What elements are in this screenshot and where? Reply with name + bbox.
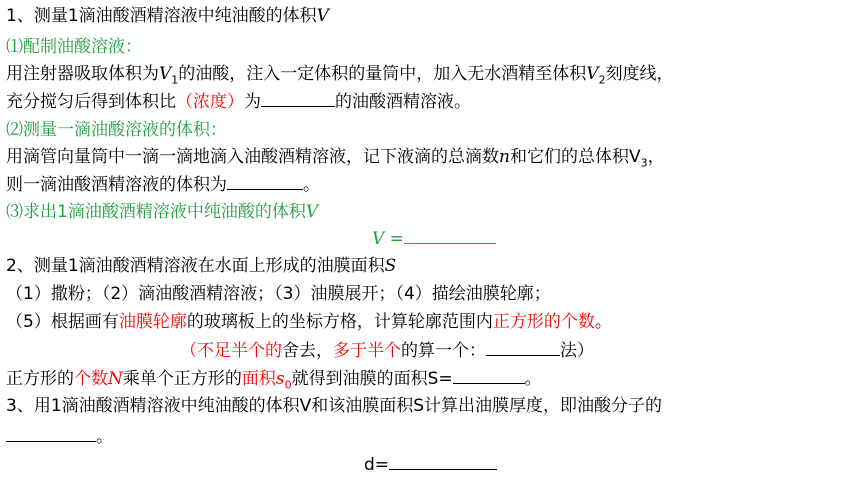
step2-line1-text-c: ， [647, 147, 665, 167]
ratio-blank[interactable] [261, 89, 335, 107]
step1-line1-text-b: 的油酸，注入一定体积的量筒中，加入无水酒精至体积 [178, 64, 587, 84]
square-count-highlight: 正方形的个数 [492, 312, 595, 332]
step2-line1-text-a: 用滴管向量筒中一滴一滴地滴入油酸酒精溶液，记下液滴的总滴数 [6, 147, 499, 167]
counting-rule-text-c: 法） [560, 341, 594, 361]
step2-heading: ⑵测量一滴油酸溶液的体积： [6, 120, 227, 140]
thickness-formula-label: d= [364, 455, 390, 475]
step1-line1-text-a: 用注射器吸取体积为 [6, 64, 159, 84]
count-highlight: 个数 [74, 369, 108, 389]
step1-line2-text-b: 为 [244, 92, 261, 112]
method-blank[interactable] [486, 338, 560, 356]
area-symbol: S [384, 256, 397, 276]
section3-line2 [6, 424, 113, 448]
concentration-highlight: （浓度） [176, 92, 244, 112]
step2-line2-text-b: 。 [303, 175, 320, 195]
formula-volume-symbol: V [372, 229, 385, 249]
pure-volume-blank[interactable] [404, 226, 496, 244]
n-count-symbol: N [108, 369, 123, 389]
step3-heading [6, 200, 318, 224]
section2-title [6, 254, 396, 278]
v2-subscript: 2 [598, 73, 606, 87]
volume-symbol: V [316, 6, 329, 26]
step2-line2-text-a: 则一滴油酸酒精溶液的体积为 [6, 175, 227, 195]
step1-line2-text-a: 充分搅匀后得到体积比 [6, 92, 176, 112]
step1-line2-text-c: 的油酸酒精溶液。 [335, 92, 471, 112]
film-area-blank[interactable] [453, 366, 525, 384]
n-symbol: n [499, 147, 510, 167]
step5-text-c: 。 [594, 312, 612, 332]
step1-line2 [6, 89, 471, 113]
thickness-formula [364, 452, 497, 476]
step5-text-b: 的玻璃板上的坐标方格，计算轮廓范围内 [186, 312, 493, 332]
step5-line [6, 310, 612, 334]
step2-line2 [6, 172, 320, 196]
area-calc-text-d: 。 [524, 369, 542, 389]
volume-formula [372, 226, 496, 250]
area-calc-line [6, 366, 542, 390]
counting-rule-text-b: 的算一个： [401, 341, 486, 361]
area-calc-text-a: 正方形的 [6, 369, 74, 389]
counting-rule-text-a: 舍去， [282, 341, 333, 361]
counting-rule-line [180, 338, 594, 362]
more-than-half-highlight: 多于半个 [333, 341, 401, 361]
molecule-blank[interactable] [6, 424, 96, 442]
section2-title-text: 2、测量1滴油酸酒精溶液在水面上形成的油膜面积 [6, 256, 385, 276]
thickness-blank[interactable] [389, 452, 497, 470]
less-than-half-highlight: （不足半个的 [180, 341, 282, 361]
step1-heading: ⑴配制油酸溶液： [6, 37, 142, 57]
step3-volume-symbol: V [305, 202, 319, 222]
s0-symbol: s [275, 369, 285, 389]
section3-title: 3、用1滴油酸酒精溶液中纯油酸的体积V和该油膜面积S计算出油膜厚度，即油酸分子的 [6, 396, 663, 416]
v1-symbol: V [159, 64, 172, 84]
formula-equals: = [384, 229, 404, 249]
step5-text-a: （5）根据画有 [6, 312, 119, 332]
area-calc-text-c: 就得到油膜的面积S= [291, 369, 453, 389]
step2-line1-text-b: 和它们的总体积V [509, 147, 641, 167]
section1-title-text: 1、测量1滴油酸酒精溶液中纯油酸的体积 [6, 6, 317, 26]
experiment-steps: （1）撒粉；（2）滴油酸酒精溶液；（3）油膜展开；（4）描绘油膜轮廓； [6, 284, 551, 304]
step3-heading-text: ⑶求出1滴油酸酒精溶液中纯油酸的体积 [6, 202, 306, 222]
section3-line2-period: 。 [96, 427, 113, 447]
unit-area-highlight: 面积 [241, 369, 276, 389]
drop-volume-blank[interactable] [227, 172, 303, 190]
area-calc-text-b: 乘单个正方形的 [122, 369, 242, 389]
step1-line1 [6, 62, 674, 86]
film-outline-highlight: 油膜轮廓 [118, 312, 187, 332]
v1-subscript: 1 [171, 73, 179, 87]
step2-line1 [6, 145, 665, 169]
section1-title [6, 4, 329, 28]
v3-subscript: 3 [640, 156, 648, 170]
v2-symbol: V [586, 64, 599, 84]
s0-subscript: 0 [284, 378, 292, 392]
step1-line1-text-c: 刻度线， [605, 64, 674, 84]
